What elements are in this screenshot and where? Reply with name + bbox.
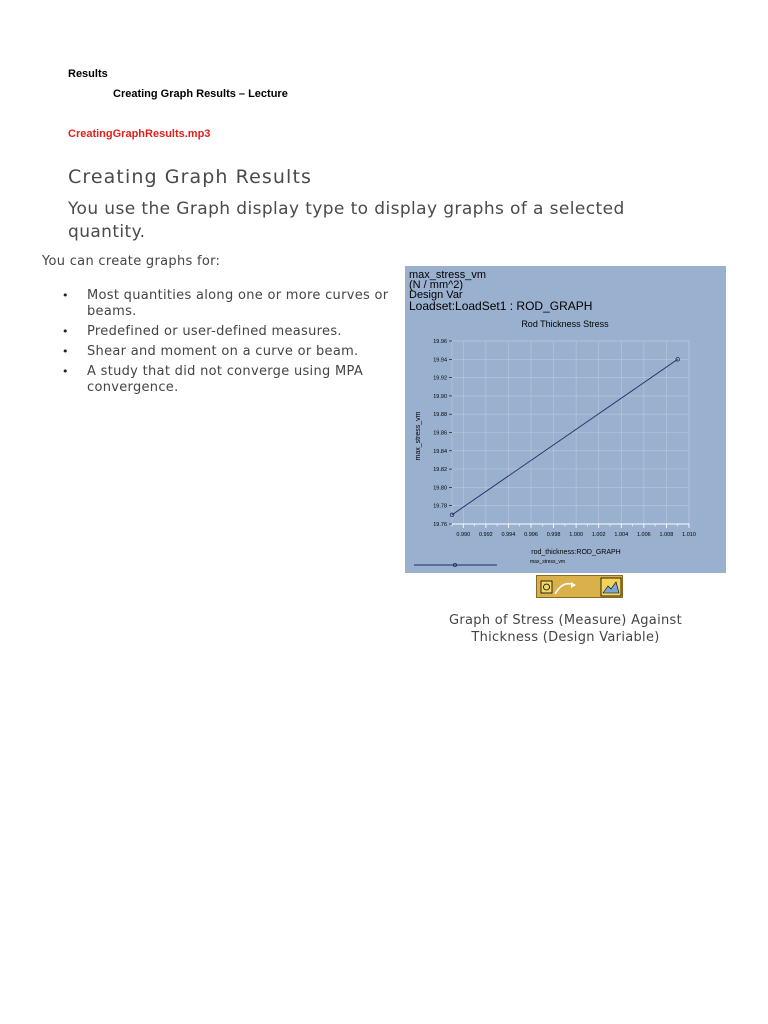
x-tick-label: 1.006: [636, 532, 651, 538]
results-window-button[interactable]: [541, 581, 552, 593]
legend-label: max_stress_vm: [530, 559, 566, 565]
chart-header-quantity: max_stress_vm: [409, 269, 487, 281]
y-tick-label: 19.90: [433, 393, 447, 400]
lead-text: You can create graphs for:: [42, 254, 221, 269]
breadcrumb-page: Creating Graph Results – Lecture: [113, 88, 288, 100]
x-tick-label: 1.002: [591, 532, 606, 538]
y-tick-label: 19.96: [433, 339, 447, 345]
y-tick-label: 19.94: [433, 357, 447, 364]
list-item: • Most quantities along one or more curves or beams.: [62, 288, 402, 320]
x-tick-label: 0.996: [524, 532, 538, 538]
arrow-head-icon: [571, 582, 576, 588]
y-tick-label: 19.92: [433, 375, 447, 382]
chart-panel: [405, 266, 726, 573]
audio-link[interactable]: CreatingGraphResults.mp3: [68, 128, 211, 140]
figure-caption: [405, 612, 726, 646]
y-tick-label: 19.84: [433, 448, 447, 455]
y-tick-label: 19.76: [433, 522, 447, 528]
list-item: • Predefined or user-defined measures.: [62, 324, 402, 340]
x-tick-label: 0.994: [501, 532, 516, 538]
page-title: Creating Graph Results: [68, 166, 312, 188]
chart-header-units: (N / mm^2): [409, 279, 464, 291]
x-tick-label: 0.992: [478, 532, 493, 538]
y-tick-label: 19.88: [433, 412, 447, 419]
x-tick-label: 1.004: [614, 532, 629, 538]
y-tick-label: 19.82: [433, 467, 447, 474]
graph-window-button[interactable]: [601, 578, 621, 596]
y-axis-label: max_stress_vm: [415, 411, 422, 461]
chart-header-loadset: Loadset:LoadSet1 : ROD_GRAPH: [409, 299, 593, 313]
list-item: • Shear and moment on a curve or beam.: [62, 344, 402, 360]
x-tick-label: 0.998: [546, 532, 561, 538]
x-tick-label: 1.010: [682, 532, 696, 538]
caption-line: Thickness (Design Variable): [471, 630, 660, 645]
y-tick-label: 19.80: [433, 485, 447, 492]
y-tick-label: 19.78: [433, 503, 447, 510]
chart-header-designvar: Design Var: [409, 289, 463, 301]
x-tick-label: 0.990: [456, 532, 471, 538]
breadcrumb-section: Results: [68, 68, 108, 80]
bullet-list: [62, 288, 402, 400]
x-tick-label: 1.000: [569, 532, 584, 538]
list-item: • A study that did not converge using MPA convergence.: [62, 364, 402, 396]
x-tick-label: 1.008: [659, 532, 674, 538]
x-axis-label: rod_thickness:ROD_GRAPH: [531, 549, 621, 556]
intro-text: You use the Graph display type to display graphs of a selected quantity.: [68, 199, 625, 242]
chart-title: Rod Thickness Stress: [521, 319, 609, 329]
stress-chart: [405, 266, 726, 573]
caption-line: Graph of Stress (Measure) Against: [448, 613, 682, 628]
graph-toolbar: [536, 575, 623, 598]
y-tick-label: 19.86: [433, 430, 447, 437]
